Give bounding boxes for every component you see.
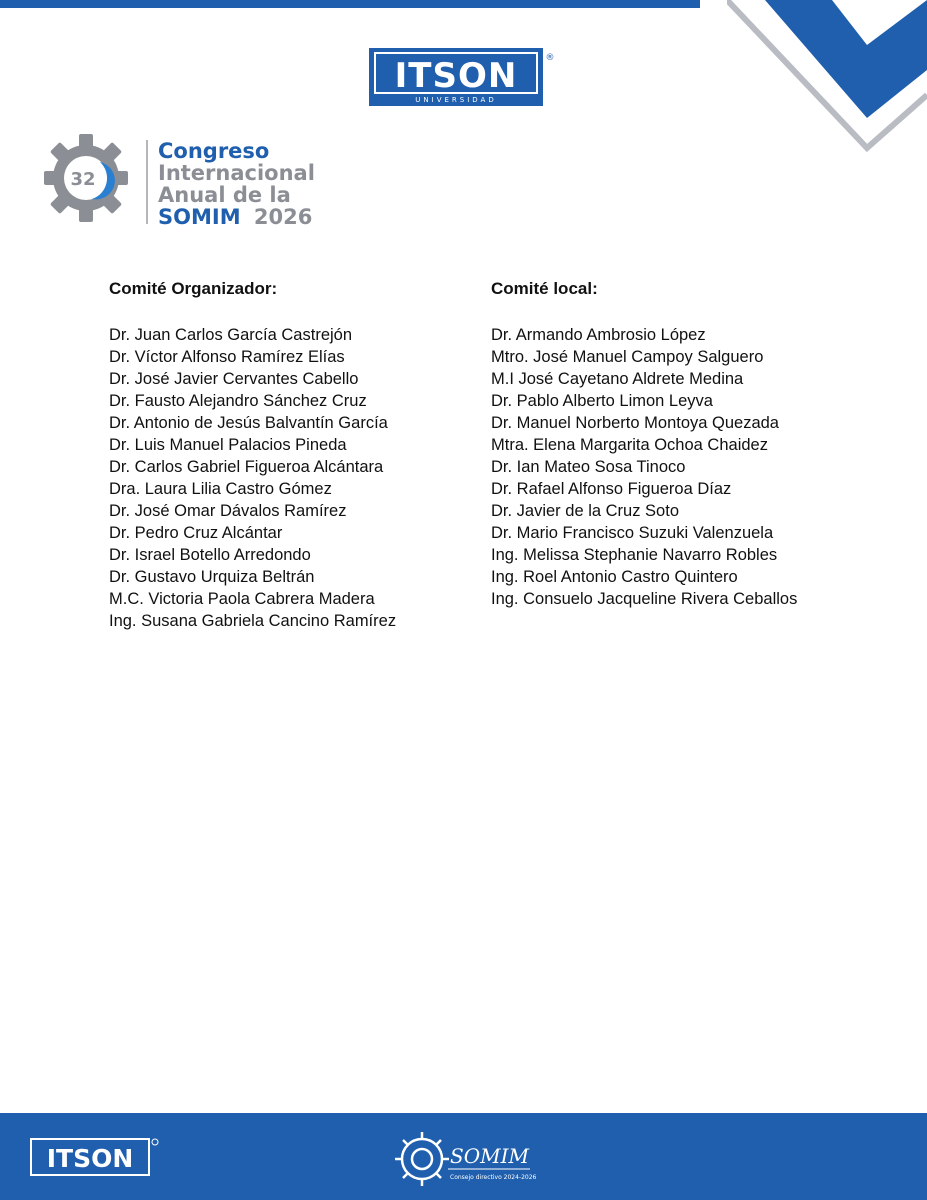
local-member: Mtra. Elena Margarita Ochoa Chaidez: [491, 436, 768, 454]
top-accent-bar: [0, 0, 700, 8]
local-member: Dr. Ian Mateo Sosa Tinoco: [491, 458, 686, 476]
organizer-member: Dr. Luis Manuel Palacios Pineda: [109, 436, 347, 454]
organizer-member: M.C. Victoria Paola Cabrera Madera: [109, 590, 375, 608]
organizer-member: Dr. Gustavo Urquiza Beltrán: [109, 568, 315, 586]
organizer-member: Dr. Pedro Cruz Alcántar: [109, 524, 283, 542]
congress-line-3: Anual de la: [158, 183, 291, 207]
local-member: Dr. Pablo Alberto Limon Leyva: [491, 392, 713, 410]
local-member: Dr. Manuel Norberto Montoya Quezada: [491, 414, 779, 432]
organizer-member: Dr. Israel Botello Arredondo: [109, 546, 311, 564]
footer-itson-text: ITSON: [46, 1144, 134, 1173]
organizer-member: Dr. Carlos Gabriel Figueroa Alcántara: [109, 458, 384, 476]
organizer-members-list: [109, 324, 396, 632]
footer-somim-text: SOMIM: [450, 1144, 529, 1168]
itson-logo-text: ITSON: [394, 56, 518, 96]
footer-itson-logo: [30, 1133, 160, 1183]
congress-logo: [42, 128, 342, 238]
local-member: Ing. Melissa Stephanie Navarro Robles: [491, 546, 778, 564]
congress-line-1: Congreso: [158, 139, 270, 163]
organizer-committee-heading: Comité Organizador:: [109, 279, 278, 298]
organizer-member: Dr. Víctor Alfonso Ramírez Elías: [109, 348, 345, 366]
local-members-list: [491, 324, 797, 610]
organizer-member: Ing. Susana Gabriela Cancino Ramírez: [109, 612, 397, 630]
local-member: Dr. Mario Francisco Suzuki Valenzuela: [491, 524, 774, 542]
congress-year: 2026: [253, 205, 313, 229]
organizer-member: Dr. José Javier Cervantes Cabello: [109, 370, 359, 388]
congress-somim: SOMIM: [158, 205, 241, 229]
local-member: Mtro. José Manuel Campoy Salguero: [491, 348, 764, 366]
local-member: Ing. Roel Antonio Castro Quintero: [491, 568, 738, 586]
local-committee: [491, 278, 797, 610]
footer-gear-icon: [395, 1132, 449, 1186]
chevron-decoration: [727, 0, 927, 160]
footer-somim-logo: [390, 1123, 540, 1191]
local-committee-heading: Comité local:: [491, 279, 598, 298]
footer-band: [0, 1113, 927, 1200]
organizer-member: Dr. Juan Carlos García Castrejón: [109, 326, 353, 344]
organizer-member: Dr. Antonio de Jesús Balvantín García: [109, 414, 388, 432]
organizer-member: Dr. Fausto Alejandro Sánchez Cruz: [109, 392, 367, 410]
local-member: Ing. Consuelo Jacqueline Rivera Ceballos: [491, 590, 798, 608]
organizer-member: Dr. José Omar Dávalos Ramírez: [109, 502, 347, 520]
local-member: Dr. Javier de la Cruz Soto: [491, 502, 679, 520]
local-member: Dr. Armando Ambrosio López: [491, 326, 706, 344]
congress-number: 32: [70, 169, 96, 190]
itson-logo: [367, 46, 557, 110]
organizer-member: Dra. Laura Lilia Castro Gómez: [109, 480, 332, 498]
local-member: M.I José Cayetano Aldrete Medina: [491, 370, 744, 388]
organizer-committee: [109, 278, 396, 632]
registered-mark: ®: [545, 53, 555, 63]
itson-logo-subtext: UNIVERSIDAD: [415, 96, 497, 104]
svg-text:SOMIM 2026: [158, 205, 312, 229]
congress-line-2: Internacional: [158, 161, 315, 185]
footer-somim-caption: Consejo directivo 2024-2026: [450, 1174, 537, 1181]
local-member: Dr. Rafael Alfonso Figueroa Díaz: [491, 480, 732, 498]
